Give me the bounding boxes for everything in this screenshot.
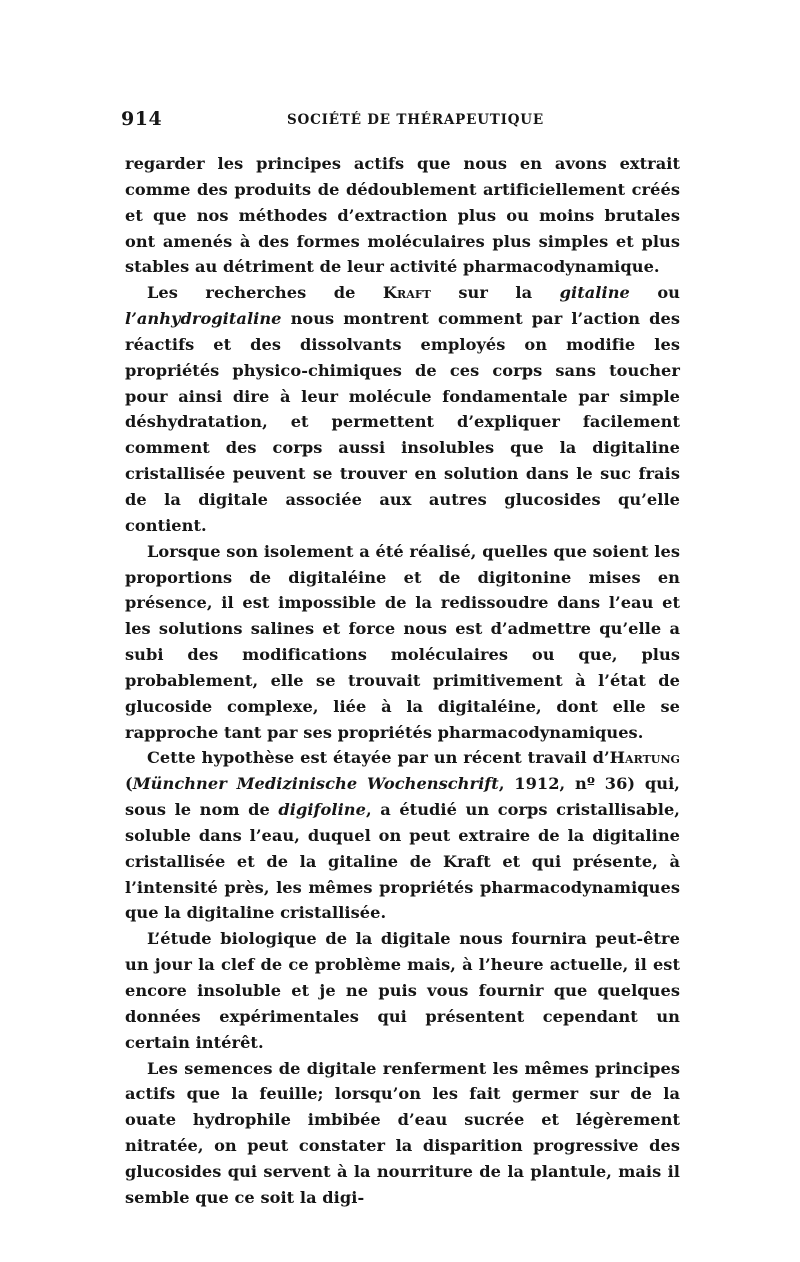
paragraph-1-text: regarder les principes actifs que nous en avons extrait comme des produits de dédoublement artificiellement créés et que nos méthodes d’extraction plus ou moins brutales ont amenés à des formes moléculaires plus simples et plus stables au détriment de leur activité pharmacodynamique. (125, 154, 680, 277)
paragraph-5-text: L’étude biologique de la digitale nous fournira peut-être un jour la clef de ce problème mais, à l’heure actuelle, il est encore insoluble et je ne puis vous fournir que quelques données expérimentales qui présentent cependant un certain intérêt. (125, 929, 680, 1052)
text: ( (125, 774, 133, 794)
text: , 1912, nº 36) qui, sous le nom de (125, 774, 680, 820)
page-number: 914 (121, 108, 163, 130)
paragraph-3 (125, 539, 680, 746)
page-header (121, 108, 680, 138)
book-page (121, 108, 681, 1211)
term-gitaline: gitaline (559, 283, 630, 303)
text: Les recherches de (147, 283, 383, 303)
body-text (125, 151, 680, 1211)
paragraph-6 (125, 1056, 680, 1211)
author-name-hartung: Hartung (609, 748, 680, 768)
text: , a étudié un corps cristallisable, soluble dans l’eau, duquel on peut extraire de la digitaline cristallisée et de la gitaline de Kraft et qui présente, à l’intensité près, les mêmes propriétés pharmacodynamiques que la digitaline cristallisée. (125, 800, 680, 923)
paragraph-1 (125, 151, 680, 280)
text: Cette hypothèse est étayée par un récent travail d’ (147, 748, 610, 768)
text: nous montrent comment par l’action des réactifs et des dissolvants employés on modifie les propriétés physico-chimiques de ces corps sans toucher pour ainsi dire à leur molécule fondamentale par simple déshydratation, et permettent d’expliquer facilement comment des corps aussi insolubles que la digitaline cristallisée peuvent se trouver en solution dans le suc frais de la digitale associée aux autres glucosides qu’elle contient. (125, 309, 680, 535)
running-title: SOCIÉTÉ DE THÉRAPEUTIQUE (287, 112, 544, 128)
term-anhydrogitaline: l’anhydrogitaline (125, 309, 282, 329)
paragraph-3-text: Lorsque son isolement a été réalisé, quelles que soient les proportions de digitaléine et de digitonine mises en présence, il est impossible de la redissoudre dans l’eau et les solutions salines et force nous est d’admettre qu’elle a subi des modifications moléculaires ou que, plus probablement, elle se trouvait primitivement à l’état de glucoside complexe, liée à la digitaléine, dont elle se rapproche tant par ses propriétés pharmacodynamiques. (125, 541, 680, 742)
paragraph-2 (125, 280, 680, 538)
journal-title: Münchner Medizinische Wochenschrift (132, 774, 499, 794)
term-digifoline: digifoline (278, 800, 366, 820)
text: sur la (430, 283, 560, 303)
paragraph-4 (125, 745, 680, 926)
paragraph-5 (125, 926, 680, 1055)
text: ou (629, 283, 681, 303)
paragraph-6-text: Les semences de digitale renferment les mêmes principes actifs que la feuille; lorsqu’on les fait germer sur de la ouate hydrophile imbibée d’eau sucrée et légèrement nitratée, on peut constater la disparition progressive des glucosides qui servent à la nourriture de la plantule, mais il semble que ce soit la digi- (125, 1058, 680, 1207)
author-name-kraft: Kraft (382, 283, 431, 303)
